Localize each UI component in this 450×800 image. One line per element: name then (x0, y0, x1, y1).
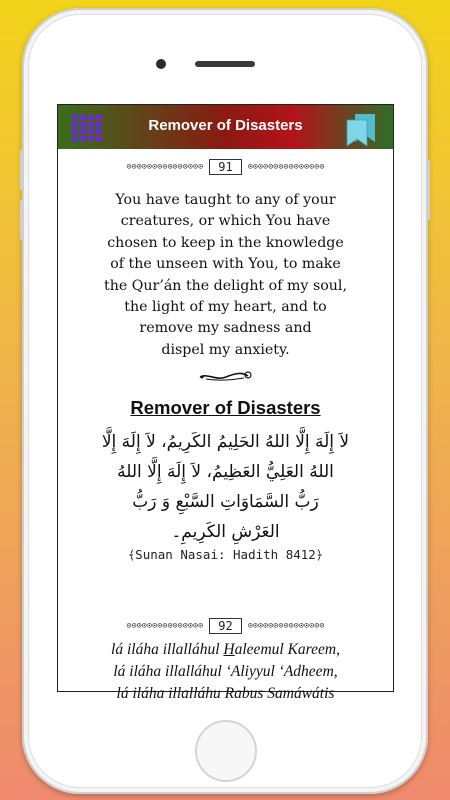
translit-segment: lá iláha illalláhul (111, 641, 224, 659)
section-heading: Remover of Disasters (130, 397, 321, 419)
arabic-line: رَبُّ السَّمَاوَاتِ السَّبْعِ وَ رَبُّ (132, 492, 319, 513)
entry-number: 92 (209, 618, 241, 634)
volume-down-button (20, 200, 23, 240)
translation-line: dispel my anxiety. (161, 341, 290, 358)
hadith-reference: ﴾Sunan Nasai: Hadith 8412﴿ (127, 547, 324, 563)
front-camera (156, 59, 166, 69)
translation-line: the Qur’án the delight of my soul, (104, 277, 347, 294)
translit-underlined-letter: H (223, 641, 235, 659)
content-scroll-area[interactable] (58, 149, 393, 703)
translit-segment: aleemul Kareem, (234, 641, 340, 659)
translation-line: creatures, or which You have (120, 213, 331, 230)
earpiece-speaker (195, 61, 255, 67)
transliteration-line (60, 639, 391, 661)
dots-left: ⊙⊙⊙⊙⊙⊙⊙⊙⊙⊙⊙⊙⊙⊙⊙ (126, 162, 204, 172)
entry-divider (58, 158, 393, 176)
app-screen (57, 104, 394, 703)
arabic-line: العَرْشِ الكَرِيمِ۔ (171, 522, 280, 543)
app-header (58, 105, 393, 149)
transliteration-text (60, 639, 391, 705)
translation-text (62, 190, 389, 361)
transliteration-line: lá iláha illalláhul ‘Aliyyul ‘Adheem, (113, 663, 338, 681)
translation-line: the light of my heart, and to (124, 299, 327, 316)
dots-left: ⊙⊙⊙⊙⊙⊙⊙⊙⊙⊙⊙⊙⊙⊙⊙ (126, 621, 204, 632)
dots-right: ⊙⊙⊙⊙⊙⊙⊙⊙⊙⊙⊙⊙⊙⊙⊙ (247, 621, 325, 632)
transliteration-line: lá iláha illalláhu Rabus Samáwátis (116, 685, 335, 703)
entry-number: 91 (209, 159, 241, 175)
bookmarks-icon[interactable] (343, 108, 383, 148)
translation-line: remove my sadness and (139, 320, 312, 337)
translation-line: chosen to keep in the knowledge (107, 234, 344, 251)
entry-divider (58, 617, 393, 635)
arabic-line: اللهُ العَلِيُّ العَظِيمُ، لاَ إِلَهَ إِلَّا اللهُ (117, 462, 334, 483)
volume-up-button (20, 150, 23, 190)
home-button[interactable] (195, 720, 257, 782)
dots-right: ⊙⊙⊙⊙⊙⊙⊙⊙⊙⊙⊙⊙⊙⊙⊙ (247, 162, 325, 172)
arabic-text (66, 427, 385, 547)
arabic-line: لاَ إِلَهَ إِلَّا اللهُ الحَلِيمُ الكَرِيمُ، لاَ إِلَهَ إِلَّا (101, 432, 350, 453)
flourish-ornament-icon (198, 369, 254, 383)
translation-line: You have taught to any of your (115, 192, 336, 208)
translation-line: of the unseen with You, to make (110, 256, 341, 273)
power-button (427, 160, 430, 220)
page-title: Remover of Disasters (148, 117, 303, 134)
